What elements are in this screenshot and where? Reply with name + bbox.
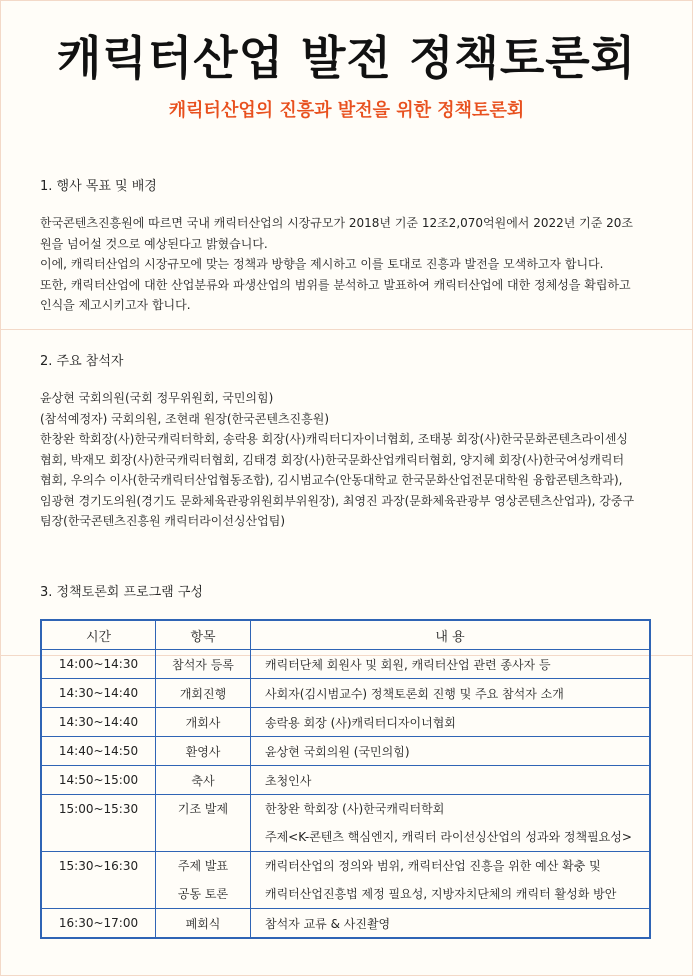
section-body-goals	[40, 213, 658, 316]
item-cell: 개회진행	[156, 679, 251, 708]
time-cell: 14:00~14:30	[41, 650, 156, 679]
time-text: 15:00~15:30	[58, 802, 139, 816]
body-line: 임광현 경기도의원(경기도 문화체육관광위원회부위원장), 최영진 과장(문화체육관광부 영상콘텐츠산업과), 강중구	[40, 493, 635, 508]
content-text: 캐릭터산업의 정의와 범위, 캐릭터산업 진흥을 위한 예산 확충 및	[265, 859, 601, 873]
item-cell: 개회사	[156, 708, 251, 737]
body-line: 또한, 캐릭터산업에 대한 산업분류와 파생산업의 범위를 분석하고 발표하여 캐릭터산업에 대한 정체성을 확립하고	[40, 277, 631, 292]
time-text: 15:30~16:30	[58, 859, 139, 873]
column-header-content: 내 용	[251, 620, 651, 650]
content-cell	[251, 852, 651, 909]
time-cell: 14:30~14:40	[41, 708, 156, 737]
column-header-time: 시간	[41, 620, 156, 650]
body-line: (참석예정자) 국회의원, 조현래 원장(한국콘텐츠진흥원)	[40, 411, 330, 426]
item-cell	[156, 852, 251, 909]
time-cell: 14:30~14:40	[41, 679, 156, 708]
section-body-attendees	[40, 388, 658, 532]
content-cell: 윤상현 국회의원 (국민의힘)	[251, 737, 651, 766]
content-cell: 사회자(김시범교수) 정책토론회 진행 및 주요 참석자 소개	[251, 679, 651, 708]
body-line: 팀장(한국콘텐츠진흥원 캐릭터라이선싱산업팀)	[40, 514, 286, 528]
content-cell: 캐릭터단체 회원사 및 회원, 캐릭터산업 관련 종사자 등	[251, 650, 651, 679]
time-text-empty	[42, 880, 155, 908]
table-row	[41, 795, 650, 852]
section-heading-goals: 1. 행사 목표 및 배경	[40, 179, 157, 194]
time-cell	[41, 795, 156, 852]
content-text: 캐릭터산업진흥법 제정 필요성, 지방자치단체의 캐릭터 활성화 방안	[265, 887, 617, 901]
item-cell	[156, 795, 251, 852]
table-row	[41, 708, 650, 737]
item-text: 공동 토론	[177, 887, 229, 901]
program-table	[40, 619, 651, 939]
time-cell	[41, 852, 156, 909]
item-text: 기조 발제	[177, 802, 229, 816]
item-text: 주제 발표	[177, 859, 229, 873]
body-line: 인식을 제고시키고자 합니다.	[40, 298, 191, 312]
body-line: 이에, 캐릭터산업의 시장규모에 맞는 정책과 방향을 제시하고 이를 토대로 진흥과 발전을 모색하고자 합니다.	[40, 257, 604, 271]
time-text-empty	[42, 823, 155, 851]
time-cell: 16:30~17:00	[41, 909, 156, 939]
table-row	[41, 852, 650, 909]
column-header-item: 항목	[156, 620, 251, 650]
item-text-empty	[156, 823, 250, 851]
body-line: 원을 넘어설 것으로 예상된다고 밝혔습니다.	[40, 236, 268, 251]
page-subtitle: 캐릭터산업의 진흥과 발전을 위한 정책토론회	[168, 100, 525, 121]
table-row	[41, 679, 650, 708]
body-line: 협회, 우의수 이사(한국캐릭터산업협동조합), 김시범교수(안동대학교 한국문화산업전문대학원 융합콘텐츠학과),	[40, 473, 623, 487]
time-cell: 14:50~15:00	[41, 766, 156, 795]
table-header-row	[41, 620, 650, 650]
table-row	[41, 650, 650, 679]
content-text: 한창완 학회장 (사)한국캐릭터학회	[265, 802, 445, 816]
body-line: 한국콘텐츠진흥원에 따르면 국내 캐릭터산업의 시장규모가 2018년 기준 12조2,070억원에서 2022년 기준 20조	[40, 216, 634, 230]
content-cell: 참석자 교류 & 사진촬영	[251, 909, 651, 939]
body-line: 협회, 박재모 회장(사)한국캐릭터협회, 김태경 회장(사)한국문화산업캐릭터협회, 양지혜 회장(사)한국여성캐릭터	[40, 452, 625, 467]
item-cell: 폐회식	[156, 909, 251, 939]
item-cell: 환영사	[156, 737, 251, 766]
table-row	[41, 909, 650, 939]
item-cell: 참석자 등록	[156, 650, 251, 679]
body-line: 윤상현 국회의원(국회 정무위원회, 국민의힘)	[40, 391, 274, 405]
content-cell: 초청인사	[251, 766, 651, 795]
content-text: 주제<K-콘텐츠 핵심엔지, 캐릭터 라이선싱산업의 성과와 정책필요성>	[265, 830, 632, 844]
content-cell	[251, 795, 651, 852]
section-heading-attendees: 2. 주요 참석자	[40, 354, 124, 369]
page-title: 캐릭터산업 발전 정책토론회	[56, 31, 637, 85]
item-cell: 축사	[156, 766, 251, 795]
content-cell: 송락용 회장 (사)캐릭터디자이너협회	[251, 708, 651, 737]
table-row	[41, 737, 650, 766]
time-cell: 14:40~14:50	[41, 737, 156, 766]
table-row	[41, 766, 650, 795]
divider	[0, 329, 693, 330]
section-heading-program: 3. 정책토론회 프로그램 구성	[40, 585, 203, 600]
body-line: 한창완 학회장(사)한국캐릭터학회, 송락용 회장(사)캐릭터디자이너협회, 조태봉 회장(사)한국문화콘텐츠라이센싱	[40, 432, 629, 446]
